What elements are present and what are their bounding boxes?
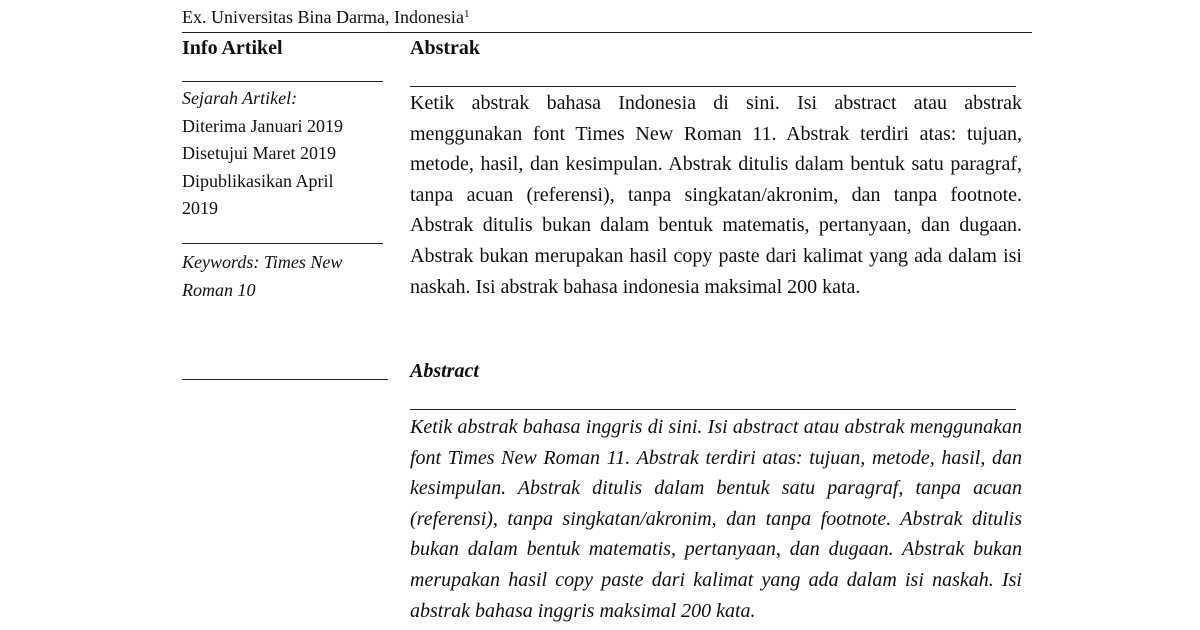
abstrak-heading-block xyxy=(410,36,1022,60)
abstract-heading-block xyxy=(410,359,1022,383)
published-date-line-2: 2019 xyxy=(182,198,218,218)
article-history-block xyxy=(182,85,392,223)
info-rule-3 xyxy=(182,379,388,380)
affiliation-superscript: 1 xyxy=(463,8,470,20)
header-rule xyxy=(182,32,1032,33)
abstract-rule xyxy=(410,409,1016,410)
received-date: Diterima Januari 2019 xyxy=(182,115,343,136)
abstrak-body-block xyxy=(410,88,1022,302)
keywords-line-1: Keywords: Times New xyxy=(182,252,343,272)
abstrak-rule xyxy=(410,86,1016,87)
article-info-column xyxy=(182,36,392,60)
article-info-heading: Info Artikel xyxy=(182,37,283,59)
abstrak-heading: Abstrak xyxy=(410,37,481,59)
keywords-block xyxy=(182,249,392,304)
abstract-body: Ketik abstrak bahasa inggris di sini. Isi abstract atau abstrak menggunakan font Times New Roman 11. Abstrak terdiri atas: tujuan, metode, hasil, dan kesimpulan. Abstrak ditulis dalam bentuk satu paragraf, tanpa acuan (referensi), tanpa singkatan/akronim, dan tanpa footnote. Abstrak ditulis bukan dalam bentuk matematis, pertanyaan, dan dugaan. Abstrak bukan merupakan hasil copy paste dari kalimat yang ada dalam isi naskah. Isi abstrak bahasa inggris maksimal 200 kata. xyxy=(410,416,1022,622)
affiliation-text: Ex. Universitas Bina Darma, Indonesia xyxy=(182,7,464,27)
abstract-heading: Abstract xyxy=(410,360,479,382)
author-affiliation xyxy=(182,6,469,31)
abstract-body-block xyxy=(410,412,1022,626)
approved-date: Disetujui Maret 2019 xyxy=(182,143,336,163)
info-rule-2 xyxy=(182,243,383,244)
info-rule-1 xyxy=(182,81,383,82)
keywords-line-2: Roman 10 xyxy=(182,279,256,300)
article-history-label: Sejarah Artikel: xyxy=(182,88,298,108)
published-date-line-1: Dipublikasikan April xyxy=(182,170,334,191)
abstrak-body: Ketik abstrak bahasa Indonesia di sini. Isi abstract atau abstrak menggunakan font Times New Roman 11. Abstrak terdiri atas: tujuan, metode, hasil, dan kesimpulan. Abstrak ditulis dalam bentuk satu paragraf, tanpa acuan (referensi), tanpa singkatan/akronim, dan tanpa footnote. Abstrak ditulis bukan dalam bentuk matematis, pertanyaan, dan dugaan. Abstrak bukan merupakan hasil copy paste dari kalimat yang ada dalam isi naskah. Isi abstrak bahasa indonesia maksimal 200 kata. xyxy=(410,92,1022,298)
